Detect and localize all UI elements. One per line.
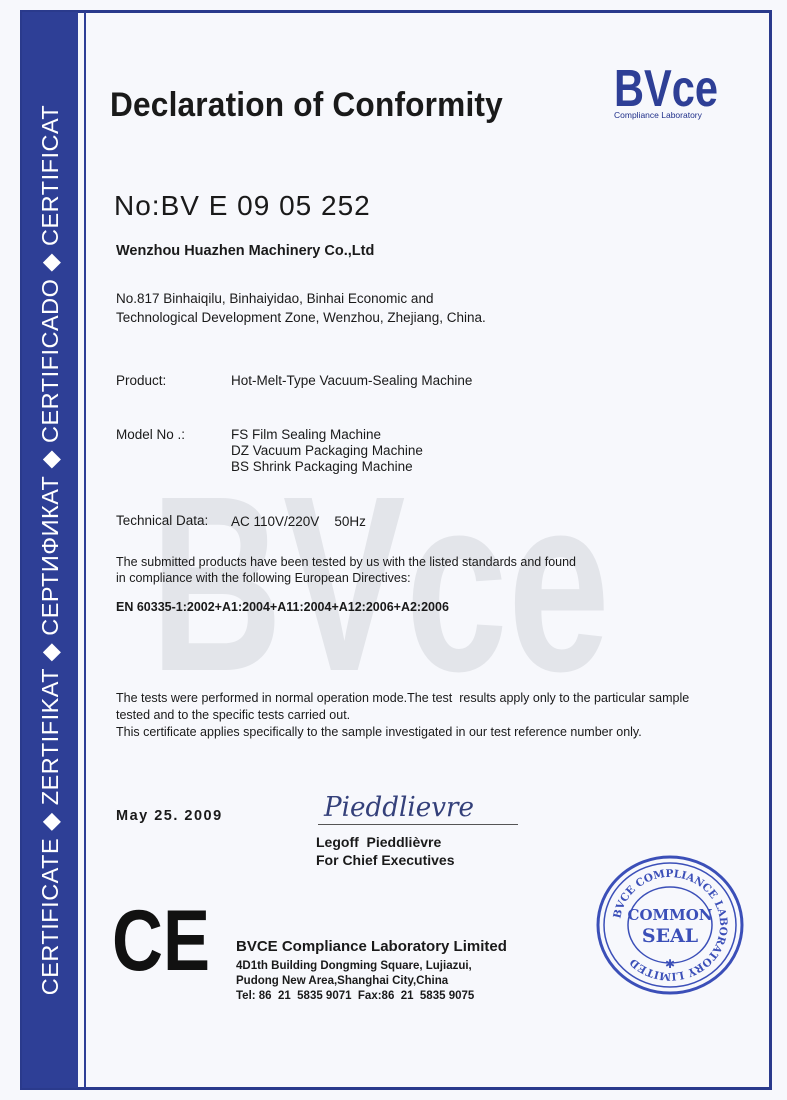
model-label: Model No .:	[116, 427, 186, 442]
company-name: Wenzhou Huazhen Machinery Co.,Ltd	[116, 243, 375, 259]
seal-ring-path: BVCE COMPLIANCE LABORATORY LIMITED	[611, 867, 730, 983]
lab-name: BVCE Compliance Laboratory Limited	[236, 938, 507, 955]
technical-data-label: Technical Data:	[116, 513, 209, 528]
issue-date: May 25. 2009	[116, 808, 223, 824]
seal-star-icon: ✱	[664, 957, 676, 971]
seal-line-2: SEAL	[641, 925, 699, 947]
lab-contact-line: Tel: 86 21 5835 9071 Fax:86 21 5835 9075	[236, 990, 475, 1002]
test-note-line: tested and to the specific tests carried out.	[116, 708, 351, 722]
lab-address-line: 4D1th Building Dongming Square, Lujiazui,	[236, 960, 472, 972]
side-band-rule	[84, 12, 86, 1088]
lab-address-line: Pudong New Area,Shanghai City,China	[236, 975, 449, 987]
ce-mark-icon	[112, 900, 212, 974]
model-item: BS Shrink Packaging Machine	[231, 459, 413, 474]
side-band-text: CERTIFICATE ◆ ZERTIFIKAT ◆ СЕРТИФИКАТ ◆ CERTIFICADO ◆ CERTIFICAT	[37, 104, 63, 996]
logo-subtitle: Compliance Laboratory	[614, 110, 702, 120]
side-band	[22, 12, 78, 1088]
model-item: DZ Vacuum Packaging Machine	[231, 443, 423, 458]
page-title: Declaration of Conformity	[110, 86, 503, 124]
signature-line	[318, 824, 518, 825]
test-note-line: This certificate applies specifically to the sample investigated in our test reference number only.	[116, 725, 642, 739]
logo-text: BVce	[614, 60, 718, 118]
compliance-statement-line: in compliance with the following European Directives:	[116, 571, 411, 585]
signer-name: Legoff Pieddlièvre	[316, 834, 442, 850]
standard-reference: EN 60335-1:2002+A1:2004+A11:2004+A12:2006+A2:2006	[116, 600, 449, 614]
signature-script: Pieddlievre	[323, 792, 474, 823]
common-seal-stamp	[595, 854, 745, 996]
ce-mark-text: CE	[112, 900, 210, 974]
watermark-text: BVce	[150, 460, 610, 690]
company-address-line: Technological Development Zone, Wenzhou, Zhejiang, China.	[116, 310, 486, 325]
test-note-line: The tests were performed in normal operation mode.The test results apply only to the particular sample	[116, 691, 690, 705]
signer-role: For Chief Executives	[316, 852, 455, 868]
product-value: Hot-Melt-Type Vacuum-Sealing Machine	[231, 373, 473, 388]
product-label: Product:	[116, 373, 167, 388]
certificate-number: No:BV E 09 05 252	[114, 190, 371, 221]
model-item: FS Film Sealing Machine	[231, 427, 382, 442]
seal-line-1: COMMON	[627, 906, 713, 924]
compliance-statement-line: The submitted products have been tested by us with the listed standards and found	[116, 555, 577, 569]
technical-data-value: AC 110V/220V 50Hz	[231, 514, 366, 529]
company-address-line: No.817 Binhaiqilu, Binhaiyidao, Binhai Economic and	[116, 291, 434, 306]
